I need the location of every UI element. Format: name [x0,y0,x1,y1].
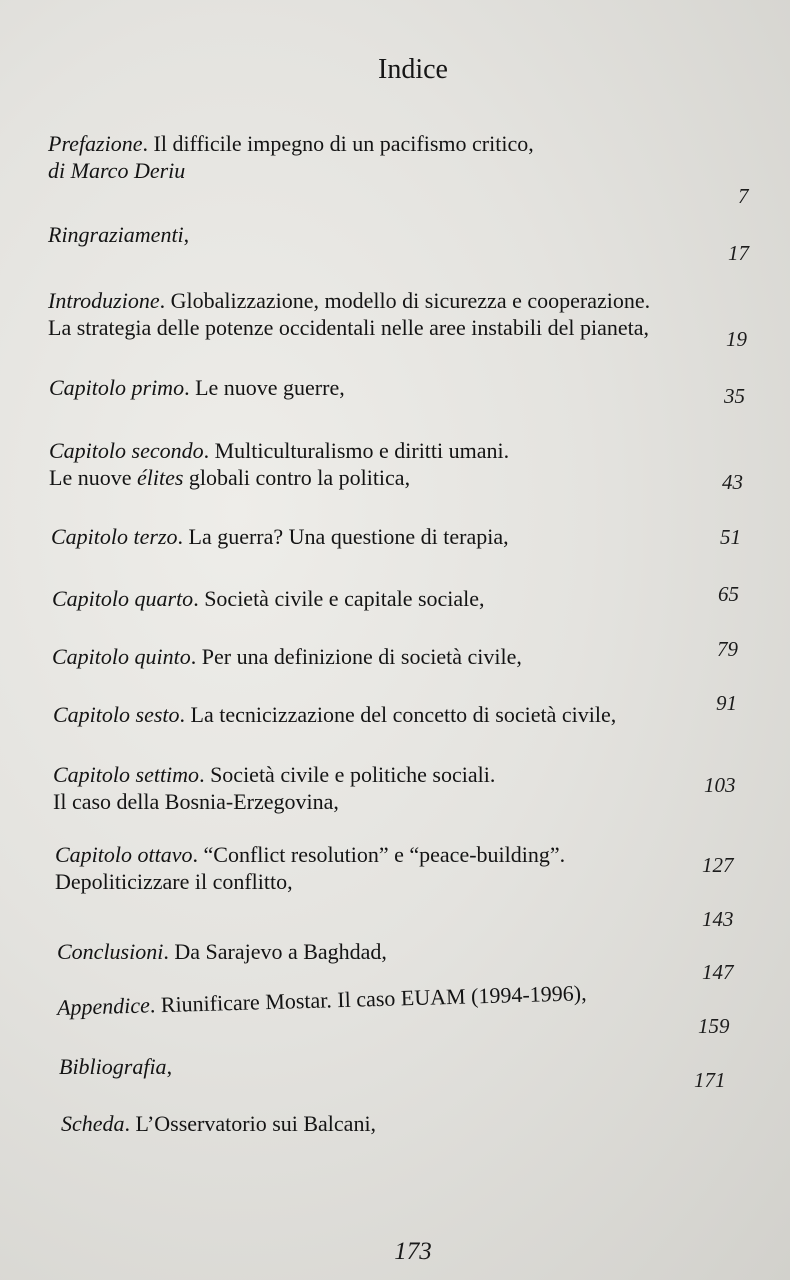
entry-title: . Riunificare Mostar. Il caso EUAM (1994-1996), [149,980,587,1018]
entry-page-number: 171 [694,1068,726,1092]
entry-page-number: 79 [717,637,738,661]
entry-title: . Società civile e capitale sociale, [193,586,485,611]
entry-title-line2: Le nuove élites globali contro la politica, [49,465,411,490]
entry-label: Capitolo terzo [51,524,178,549]
entry-page-number: 147 [702,960,734,984]
entry-page-number: 159 [698,1014,730,1038]
entry-page-number: 19 [726,327,747,351]
entry-title: . La tecnicizzazione del concetto di società civile, [179,702,617,727]
entry-page-number: 51 [720,525,741,549]
page-title: Indice [378,54,448,85]
entry-title: . Per una definizione di società civile, [190,644,522,669]
page-number-footer: 173 [394,1238,432,1265]
entry-title: , [166,1054,173,1079]
entry-label: Capitolo secondo [49,438,204,463]
entry-title: . Globalizzazione, modello di sicurezza e cooperazione. [159,288,651,313]
entry-title: . L’Osservatorio sui Balcani, [124,1111,377,1136]
entry-page-number: 65 [718,582,739,606]
entry-page-number: 7 [738,184,749,208]
entry-label: Scheda [61,1111,125,1136]
entry-page-number: 103 [704,773,736,797]
entry-label: Capitolo sesto [53,702,180,727]
entry-title-line2: Depoliticizzare il conflitto, [55,869,293,894]
entry-page-number: 35 [724,384,745,408]
entry-page-number: 17 [728,241,749,265]
entry-label: Conclusioni [57,939,164,964]
entry-author: di Marco Deriu [48,158,186,183]
entry-label: Appendice [56,992,151,1020]
entry-label: Prefazione [48,131,143,156]
entry-title: . Il difficile impegno di un pacifismo critico, [142,131,534,156]
entry-title: . Da Sarajevo a Baghdad, [163,939,387,964]
entry-label: Ringraziamenti [48,222,184,247]
entry-label: Capitolo settimo [53,762,200,787]
entry-title: . “Conflict resolution” e “peace-building”. [192,842,566,867]
entry-page-number: 127 [702,853,734,877]
entry-page-number: 43 [722,470,743,494]
entry-title: . Le nuove guerre, [184,375,345,400]
entry-title: , [183,222,190,247]
entry-page-number: 91 [716,691,737,715]
entry-title: . La guerra? Una questione di terapia, [177,524,509,549]
entry-label: Capitolo quinto [52,644,191,669]
entry-label: Bibliografia [59,1054,167,1079]
entry-title-line2: La strategia delle potenze occidentali nelle aree instabili del pianeta, [48,315,650,340]
entry-page-number: 143 [702,907,734,931]
entry-label: Capitolo ottavo [55,842,193,867]
entry-title-line2: Il caso della Bosnia-Erzegovina, [53,789,339,814]
entry-title: . Società civile e politiche sociali. [199,762,496,787]
entry-label: Introduzione [48,288,160,313]
entry-title: . Multiculturalismo e diritti umani. [203,438,510,463]
entry-label: Capitolo quarto [52,586,194,611]
entry-label: Capitolo primo [49,375,185,400]
